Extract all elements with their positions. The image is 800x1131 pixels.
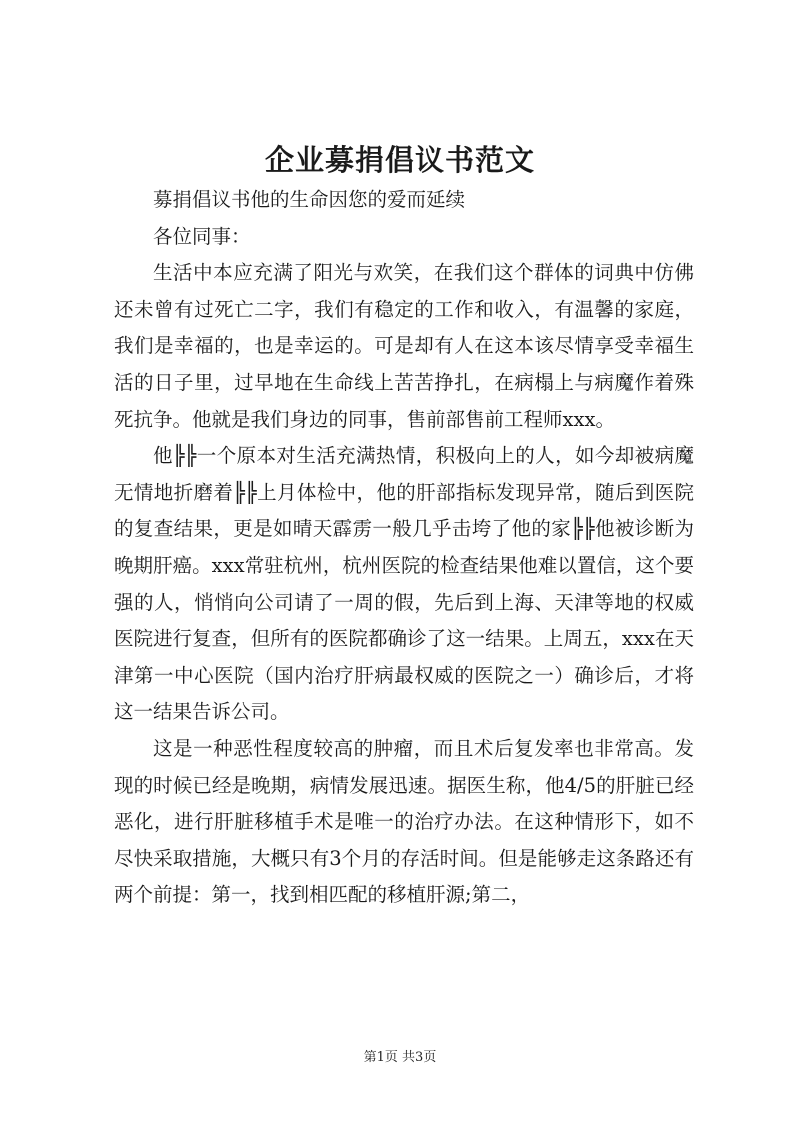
document-title: 企业募捐倡议书范文 — [264, 143, 535, 177]
salutation-paragraph: 各位同事： — [153, 224, 251, 248]
subtitle-paragraph: 募捐倡议书他的生命因您的爱而延续 — [153, 188, 466, 211]
body-paragraph-1: 生活中本应充满了阳光与欢笑，在我们这个群体的词典中仿佛还未曾有过死亡二字，我们有稳定的工作和收入，有温馨的家庭，我们是幸福的，也是幸运的。可是却有人在这本该尽情享受幸福生活的日子里，过早地在生命线上苦苦挣扎，在病榻上与病魔作着殊死抗争。他就是我们身边的同事，售前部售前工程师xxx。 — [114, 261, 694, 431]
document-body — [114, 182, 694, 914]
body-paragraph-2: 他╠╠一个原本对生活充满热情，积极向上的人，如今却被病魔无情地折磨着╠╠上月体检中，他的肝部指标发现异常，随后到医院的复查结果，更是如晴天霹雳一般几乎击垮了他的家╠╠他被诊断为晚期肝癌。xxx常驻杭州，杭州医院的检查结果他难以置信，这个要强的人，悄悄向公司请了一周的假，先后到上海、天津等地的权威医院进行复查，但所有的医院都确诊了这一结果。上周五，xxx在天津第一中心医院（国内治疗肝病最权威的医院之一）确诊后，才将这一结果告诉公司。 — [114, 444, 694, 724]
page-footer: 第1页 共3页 — [363, 1050, 437, 1065]
body-paragraph-3: 这是一种恶性程度较高的肿瘤，而且术后复发率也非常高。发现的时候已经是晚期，病情发展迅速。据医生称，他4/5的肝脏已经恶化，进行肝脏移植手术是唯一的治疗办法。在这种情形下，如不尽快采取措施，大概只有3个月的存活时间。但是能够走这条路还有两个前提：第一，找到相匹配的移植肝源;第二， — [114, 736, 694, 907]
